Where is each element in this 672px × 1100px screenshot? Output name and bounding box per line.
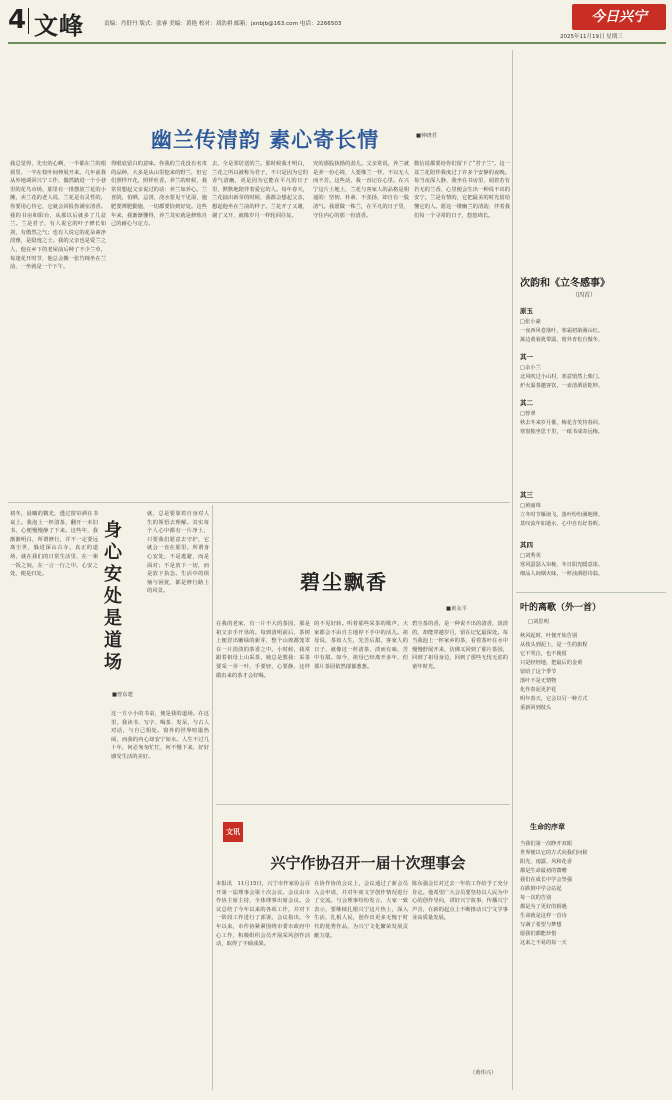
poem-line: 生命就是这样一首诗	[520, 913, 567, 919]
article2-col1: 初冬，晨曦的微光，透过窗帘洒在书桌上。我泡上一杯清茶，翻开一本旧书，心便慢慢静了下来。这些年，我渐渐明白，所谓修行，并不一定要远离尘世，躲进深山古寺。真正的道场，就在我们的日常生活里，在一粥一饭之间，在一言一行之中。心安之处，便是归处。	[10, 511, 98, 578]
poem-line: 从枝头到泥土，是一生的旅程	[520, 642, 588, 648]
poem-line: 明年春天，它会以另一种方式	[520, 696, 588, 702]
poem-line: 重新回到枝头	[520, 705, 552, 711]
article2-col3: 这一方小小的书桌，便是我的道场。在这里，我读书、写字、喝茶、发呆，与古人对话，与自己相处。窗外的世界喧嚣热闹，而我的内心却安宁如水。人生不过几十年，何必匆匆忙忙，何不慢下来，好好感受生活的美好。	[111, 711, 209, 760]
poem-line: 它不哭泣，也不挽留	[520, 651, 567, 657]
article2-author: ■曾东建	[112, 692, 133, 698]
article1-col4: 究的那股执拗的劲儿。父亲常说，养兰就是养一份心境，人要像兰一样，不以无人而不芳。这些话，我一直记在心里。在兴宁这片土地上，兰花与客家人的品格是相通的：坚韧、朴素、不张扬，却自有一股清气。我愿做一株兰，在平凡的日子里，守住内心的那一份清香。	[313, 161, 409, 219]
article1-title: 幽兰传清韵 素心寄长情	[150, 128, 380, 152]
news-tag-text: 文讯	[226, 828, 240, 836]
poem-author: □张小豪	[520, 319, 541, 325]
poem-author: □刘秀英	[520, 553, 541, 559]
poem-line: 寒窗独坐思千里，一纸书成寄远梅。	[520, 429, 604, 435]
article1-col1: 我总觉得，先史的心啊，一半都在兰的根须里，一半在枝叶间伸展开来。几年前我从外地调回兴宁工作，偶然踏进一个小巷里的花鸟市场，那里有一排摆放兰花的小摊，卖兰花的老人说，兰花是有灵性的，你要用心待它，它就会回报你满室清香。我的书房和阳台，从那以后就多了几盆兰。兰是君子，有人说它的叶子修长如剑，有傲然之气；也有人说它的花朵素净淡雅，是隐逸之士。我的父亲也是爱兰之人，他在乡下的老屋前后种了不少兰草，每逢花开时节，他总会搬一张竹椅坐在兰前，一坐就是一个下午。	[10, 161, 106, 271]
article3-author: ■黄永平	[446, 606, 467, 612]
poem-line: 北风吹过小山村，寒意悄然上柴门。	[520, 374, 604, 380]
poem-line: 化作春泥更护花	[520, 687, 557, 693]
article3-title: 碧尘飘香	[300, 570, 388, 594]
article1-col5: 微信说都要给你们留下了“君子兰”。这一盆兰花陪伴我度过了许多个安静的夜晚。每当夜深人静，我坐在书房里，闻着若有若无的兰香，心里便会生出一种说不出的安宁。兰是有情的，它把最美的时光留给懂它的人。愿这一缕幽兰的清韵，伴着我们每一个寻常的日子，悠悠绵长。	[414, 161, 510, 219]
poem2-title: 叶的离歌（外一首）	[520, 603, 602, 613]
page-number: 4	[8, 5, 27, 35]
poem-author: □余小兰	[520, 365, 541, 371]
article3-col2: 的不见好转。听着那些采茶的歌声，大家都会不由自主地停下手中的活儿。祖母说，茶如人生，先苦后甜。客家人的日子，就像这一杯清茶，淡而有味，苦中有甜。如今，祖母已经离开多年，但那片茶园依然郁郁葱葱。	[314, 621, 408, 670]
poem-line: 篱边黄菊犹带露，窗外青松自傲冬。	[520, 337, 604, 343]
editor-line: 责编：肖舒丹 版式：张睿 美编：黄艳 校对：刘浩祺 邮箱：jxnbjb@163.com 电话：2266503	[104, 21, 342, 27]
poem-divider	[516, 592, 666, 593]
poem-line: 阳光、雨露、风和花香	[520, 859, 572, 865]
poem-original	[520, 306, 666, 345]
poem-line: 都是为了更好的相遇	[520, 904, 567, 910]
poem-line: 落叶不是无情物	[520, 678, 557, 684]
poem-line: 寒风瑟瑟入帘栊，冬日阳光暖意浓。	[520, 562, 604, 568]
poem-line: 都是生命最初的馈赠	[520, 868, 567, 874]
poem-three	[520, 490, 666, 529]
poem-line: 细品人间烟火味，一杯浊酒慰诗翁。	[520, 571, 604, 577]
article3-bottom-rule	[216, 804, 510, 805]
date-line: 2025年11月19日 星期三	[560, 34, 623, 40]
poem-line: 秋去冬来岁月催，梅花含笑待春回。	[520, 420, 604, 426]
news-author: （黄伟兴）	[470, 1070, 497, 1076]
news-title: 兴宁作协召开一届十次理事会	[270, 854, 466, 872]
article2-divider	[212, 505, 213, 1090]
poem-line: 愿我们都能珍惜	[520, 931, 557, 937]
poem-line: 在跌倒中学会站起	[520, 886, 562, 892]
news-col2: 在协作协的会议上，会议通过了新会员入会申请，并对年度文学创作情况进行了交流。与会理事纷纷发言，大家一致表示，要继续扎根兴宁这片热土，深入生活，扎根人民，创作出更多无愧于时代的优秀作品，为兴宁文化繁荣发展贡献力量。	[314, 881, 408, 939]
article2-col2: 就，总是要靠着自身对人生的领悟去理解。其实每个人心中都有一片净土，只要我们愿意去守护，它就会一直在那里。所谓身心安处，不是逃避，而是面对；不是放下一切，而是放下执念。生活中的烦恼与困扰，都是修行路上的风景。	[147, 511, 209, 595]
poem-one	[520, 352, 666, 391]
logo	[572, 4, 666, 30]
poem-line: 莫叹流年如逝水，心中自有好春晖。	[520, 521, 604, 527]
article1-col2: 得眼底留白的意味。你我的兰花没有名贵的品种，大多是从山里挖来的野兰，但它们照样开花，照样吐香。养兰的时候，我常常想起父亲说过的话：养兰如养心。兰喜阴，怕晒，忌涝，浇水要见干见湿，施肥要薄肥勤施，一切都要恰到好处。这些年来，我渐渐懂得，养兰其实就是修炼自己的耐心与定力。	[111, 161, 207, 228]
column-divider-main	[512, 50, 513, 1090]
header-divider	[28, 8, 29, 34]
section-title: 文峰	[34, 12, 84, 40]
article3-col3: 碧尘茶的香，是一种说不出的清香，淡淡的，却能穿越岁月，留在记忆最深处。每当我泡上一杯家乡的茶，看着茶叶在水中慢慢舒展开来，仿佛又回到了那片茶园，回到了祖母身边，回到了那些无忧无虑的童年时光。	[412, 621, 508, 670]
poem-four	[520, 540, 666, 579]
news-col3: 陈东强会长对过去一年的工作给予了充分肯定。他希望广大会员要坚持以人民为中心的创作导向，讲好兴宁故事，传播兴宁声音，在新的起点上不断推动兴宁文学事业高质量发展。	[412, 881, 508, 922]
poem3-title: 生命的序章	[530, 823, 565, 831]
poem-author: □黄丽珠	[520, 503, 541, 509]
article3-col1: 在我的老家，有一片不大的茶园，那是祖父亲手开垦的。每到清明前后，茶树上便冒出嫩绿的新芽，整个山坡都笼罩在一片淡淡的茶香之中。小时候，我常跟着祖母上山采茶，她总是教我：采茶要采一芽一叶，手要轻，心要静，这样做出来的茶才会好喝。	[216, 621, 310, 679]
poem2-author: □刘思明	[528, 619, 549, 625]
poem-label: 其二	[520, 399, 533, 407]
news-col1: 本报讯 11月15日，兴宁市作家协会召开第一届理事会第十次会议。会议由市作协主席主持，全体理事出席会议。会议总结了今年以来的各项工作，并对下一阶段工作进行了部署。会议指出，今年以来，市作协紧紧围绕市委市政府中心工作，积极组织会员开展采风创作活动，取得了丰硕成果。	[216, 881, 310, 948]
logo-text: 今日兴宁	[591, 9, 647, 25]
poem-line: 我们在成长中学会坚强	[520, 877, 572, 883]
poem-author: □曾翠	[520, 411, 536, 417]
poem-line: 秋风起时，叶便开始告别	[520, 633, 578, 639]
poem-two	[520, 398, 666, 437]
poem-label: 其三	[520, 491, 533, 499]
poem-line: 当我们第一次睁开双眼	[520, 841, 572, 847]
article1-bottom-rule	[8, 502, 510, 503]
article1-author: ■钟晓君	[416, 133, 437, 139]
poem-line: 这来之不易的每一天	[520, 940, 567, 946]
poem-line: 留给了这个季节	[520, 669, 557, 675]
poem2-body	[520, 632, 666, 713]
article1-col3: 去，全是邻居送的兰。那时候我才明白，兰花之所以被称为君子，不只是因为它的香气清幽，更是因为它能在平凡的日子里，默默地陪伴着爱它的人。每年春天，兰花抽出新芽的时候，我都会想起父亲，想起他坐在兰前的样子。兰花开了又谢，谢了又开，就像岁月一样轮回往复。	[212, 161, 308, 219]
poem-label: 原玉	[520, 307, 533, 315]
poem-line: 立冬时节雁南飞，落叶纷纷满地堆。	[520, 512, 604, 518]
poem-line: 每一次的告别	[520, 895, 552, 901]
poem-line: 写满了希望与梦想	[520, 922, 562, 928]
article2-title: 身心安处是道场	[104, 520, 122, 673]
poem-line: 炉火温茶邀客饮，一壶清酒话乾坤。	[520, 383, 604, 389]
poems-title: 次韵和《立冬感事》	[520, 278, 610, 289]
news-tag	[223, 822, 243, 842]
poem-line: 一夜西风卷落叶，寒霜初染满山红。	[520, 328, 604, 334]
poem-label: 其四	[520, 541, 533, 549]
poems-subtitle: （四首）	[572, 292, 597, 299]
poem-label: 其一	[520, 353, 533, 361]
poem3-body	[520, 840, 666, 948]
poem-line: 世界便以它的方式向我们问候	[520, 850, 588, 856]
poem-line: 只是轻轻地，把最后的金黄	[520, 660, 583, 666]
header-rule	[8, 42, 666, 44]
